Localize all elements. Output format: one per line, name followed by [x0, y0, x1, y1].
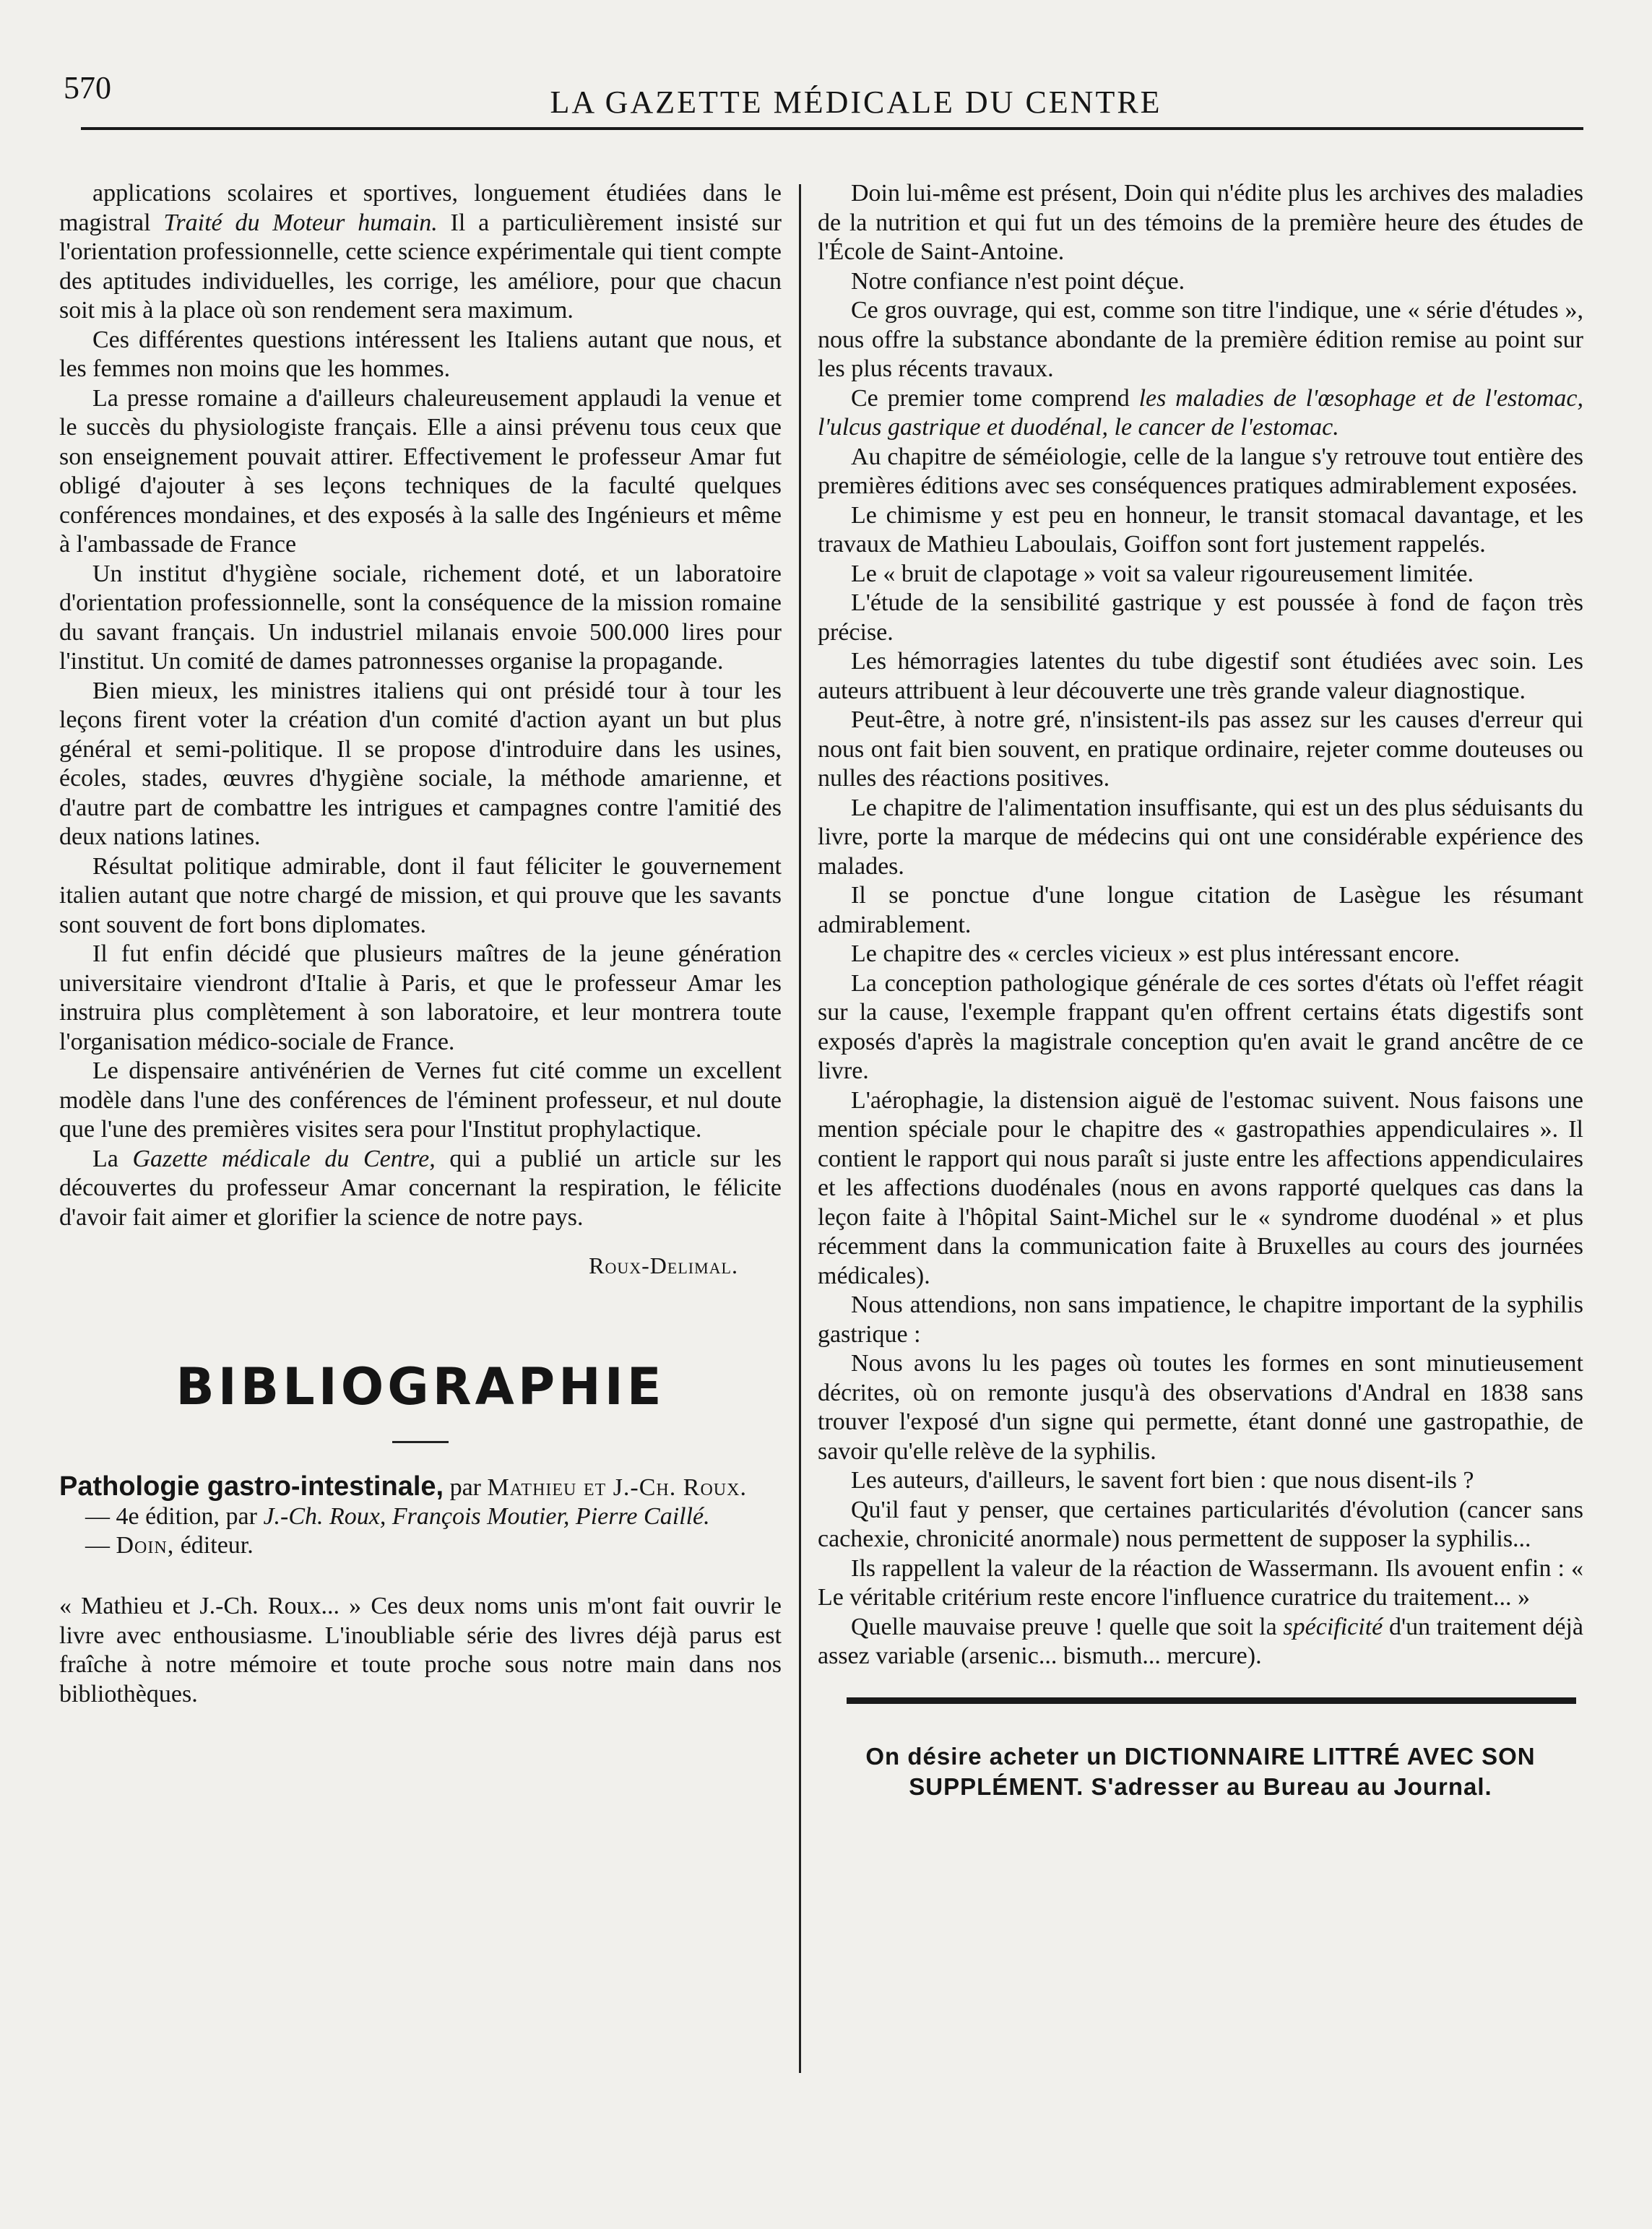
column-divider	[799, 184, 801, 2073]
running-title: LA GAZETTE MÉDICALE DU CENTRE	[550, 85, 1162, 120]
paragraph: Il fut enfin décidé que plusieurs maîtres de la jeune génération universitaire viendront d'Italie à Paris, et que le professeur Amar les instruira plus complètement à son laboratoire, et leur montrera toute l'organisation médico-sociale de France.	[59, 940, 782, 1055]
paragraph: Peut-être, à notre gré, n'insistent-ils pas assez sur les causes d'erreur qui nous ont fait bien souvent, en pratique ordinaire, rejeter comme douteuses ou nulles des réactions positives.	[818, 706, 1583, 792]
paragraph: applications scolaires et sportives, longuement étudiées dans le magistral Traité du Moteur humain. Il a particulièrement insisté sur l'orientation professionnelle, cette science expérimentale qui tient compte des aptitudes individuelles, les corrige, les améliore, pour que chacun soit mis à la place où son rendement sera maximum.	[59, 180, 782, 324]
review-opening: « Mathieu et J.-Ch. Roux... » Ces deux noms unis m'ont fait ouvrir le livre avec enthousiasme. L'inoubliable série des livres déjà parus est fraîche à notre mémoire et toute proche sous notre main dans nos bibliothèques.	[59, 1593, 782, 1708]
book-edition-authors: J.-Ch. Roux, François Moutier, Pierre Caillé.	[263, 1503, 710, 1530]
section-title: BIBLIOGRAPHIE	[176, 1357, 665, 1416]
right-column	[818, 179, 1583, 1802]
paragraph: Quelle mauvaise preuve ! quelle que soit la spécificité d'un traitement déjà assez variable (arsenic... bismuth... mercure).	[818, 1613, 1583, 1669]
page-number: 570	[64, 70, 111, 105]
paragraph: La Gazette médicale du Centre, qui a publié un article sur les découvertes du professeur Amar concernant la respiration, le félicite d'avoir fait aimer et glorifier la science de notre pays.	[59, 1145, 782, 1231]
paragraph: Résultat politique admirable, dont il faut féliciter le gouvernement italien autant que notre chargé de mission, et qui prouve que les savants sont souvent de fort bons diplomates.	[59, 852, 782, 938]
paragraph: L'aérophagie, la distension aiguë de l'estomac suivent. Nous faisons une mention spéciale pour le chapitre des « gastropathies appendiculaires ». Il contient le rapport qui nous paraît si juste entre les affections appendiculaires et les affections duodénales (nous en avons rapporté quelques cas dans la leçon faite à l'hôpital Saint-Michel sur le « syndrome duodénal » et plus récemment dans la communication faite à Bruxelles au cours des journées médicales).	[818, 1086, 1583, 1289]
paragraph: Bien mieux, les ministres italiens qui ont présidé tour à tour les leçons firent voter la création d'un comité d'action ayant un but plus général et semi-politique. Il se propose d'introduire dans les usines, écoles, stades, œuvres d'hygiène sociale, la méthode amarienne, et d'autre part de combattre les intrigues et campagnes contre l'amitié des deux nations latines.	[59, 677, 782, 850]
paragraph: Le chimisme y est peu en honneur, le transit stomacal davantage, et les travaux de Mathieu Laboulais, Goiffon sont fort justement rappelés.	[818, 501, 1583, 558]
section-divider	[392, 1441, 449, 1443]
paragraph: Ces différentes questions intéressent les Italiens autant que nous, et les femmes non moins que les hommes.	[59, 326, 782, 382]
advertisement: On désire acheter un DICTIONNAIRE LITTRÉ AVEC SON SUPPLÉMENT. S'adresser au Bureau au Journal.	[865, 1742, 1536, 1800]
book-by: par	[444, 1474, 488, 1501]
paragraph: La conception pathologique générale de ces sortes d'états où l'effet réagit sur la cause, l'exemple frappant qu'en offrent certains états digestifs sont exposés d'après la magistrale conception qu'en avait le grand ancêtre de ce livre.	[818, 969, 1583, 1084]
header-rule	[81, 127, 1583, 130]
book-edition: — 4e édition, par J.-Ch. Roux, François Moutier, Pierre Caillé.	[85, 1503, 710, 1530]
author-signature: Roux-Delimal.	[589, 1252, 738, 1278]
paragraph: Les hémorragies latentes du tube digestif sont étudiées avec soin. Les auteurs attribuent à leur découverte une très grande valeur diagnostique.	[818, 648, 1583, 704]
paragraph: Le chapitre des « cercles vicieux » est plus intéressant encore.	[851, 940, 1461, 967]
book-publisher: — Doin, éditeur.	[85, 1532, 254, 1559]
advertisement-rule	[847, 1697, 1576, 1704]
paragraph: Doin lui-même est présent, Doin qui n'édite plus les archives des maladies de la nutrition et qui fut un des témoins de la première heure des études de l'École de Saint-Antoine.	[818, 180, 1583, 265]
paragraph: Au chapitre de séméiologie, celle de la langue s'y retrouve tout entière des premières éditions avec ses conséquences pratiques admirablement exposées.	[818, 443, 1583, 499]
paragraph: Ce gros ouvrage, qui est, comme son titre l'indique, une « série d'études », nous offre la substance abondante de la première édition remise au point sur les plus récents travaux.	[818, 297, 1583, 382]
book-title: Pathologie gastro-intestinale,	[59, 1471, 444, 1502]
book-authors: Mathieu et J.-Ch. Roux.	[487, 1474, 747, 1501]
paragraph: L'étude de la sensibilité gastrique y est poussée à fond de façon très précise.	[818, 589, 1583, 646]
paragraph: Le chapitre de l'alimentation insuffisante, qui est un des plus séduisants du livre, porte la marque de médecins qui ont une considérable expérience des malades.	[818, 794, 1583, 880]
paragraph: Le « bruit de clapotage » voit sa valeur rigoureusement limitée.	[851, 560, 1474, 587]
paragraph: La presse romaine a d'ailleurs chaleureusement applaudi la venue et le succès du physiologiste français. Elle a ainsi prévenu tous ceux que son enseignement pouvait attirer. Effectivement le professeur Amar fut obligé d'ajouter à ses leçons techniques de la faculté quelques conférences mondaines, et des exposés à la salle des Ingénieurs et même à l'ambassade de France	[59, 384, 782, 558]
book-reference	[59, 1472, 782, 1502]
paragraph: Les auteurs, d'ailleurs, le savent fort bien : que nous disent-ils ?	[851, 1467, 1474, 1494]
paragraph: Ce premier tome comprend les maladies de l'œsophage et de l'estomac, l'ulcus gastrique et duodénal, le cancer de l'estomac.	[818, 384, 1583, 441]
paragraph: Ils rappellent la valeur de la réaction de Wassermann. Ils avouent enfin : « Le véritable critérium reste encore l'influence curatrice du traitement... »	[818, 1554, 1583, 1611]
paragraph: Un institut d'hygiène sociale, richement doté, et un laboratoire d'orientation professionnelle, sont la conséquence de la mission romaine du savant français. Un industriel milanais envoie 500.000 lires pour l'institut. Un comité de dames patronnesses organise la propagande.	[59, 560, 782, 675]
paragraph: Notre confiance n'est point déçue.	[851, 267, 1185, 295]
left-column	[59, 179, 782, 1709]
paragraph: Nous avons lu les pages où toutes les formes en sont minutieusement décrites, où on remonte jusqu'à des observations d'Andral en 1838 sans trouver l'exposé d'un signe qui permette, étant donné une gastropathie, de savoir qu'elle relève de la syphilis.	[818, 1350, 1583, 1465]
paragraph: Il se ponctue d'une longue citation de Lasègue les résumant admirablement.	[818, 882, 1583, 938]
paragraph: Nous attendions, non sans impatience, le chapitre important de la syphilis gastrique :	[818, 1291, 1583, 1348]
right-article-body	[818, 179, 1583, 1671]
paragraph: Le dispensaire antivénérien de Vernes fut cité comme un excellent modèle dans l'une des conférences de l'éminent professeur, et nul doute que l'une des premières visites sera pour l'Institut prophylactique.	[59, 1057, 782, 1143]
paragraph: Qu'il faut y penser, que certaines particularités d'évolution (cancer sans cachexie, chronicité anormale) nous permettent de supposer la syphilis...	[818, 1496, 1583, 1552]
left-article-body	[59, 179, 782, 1232]
